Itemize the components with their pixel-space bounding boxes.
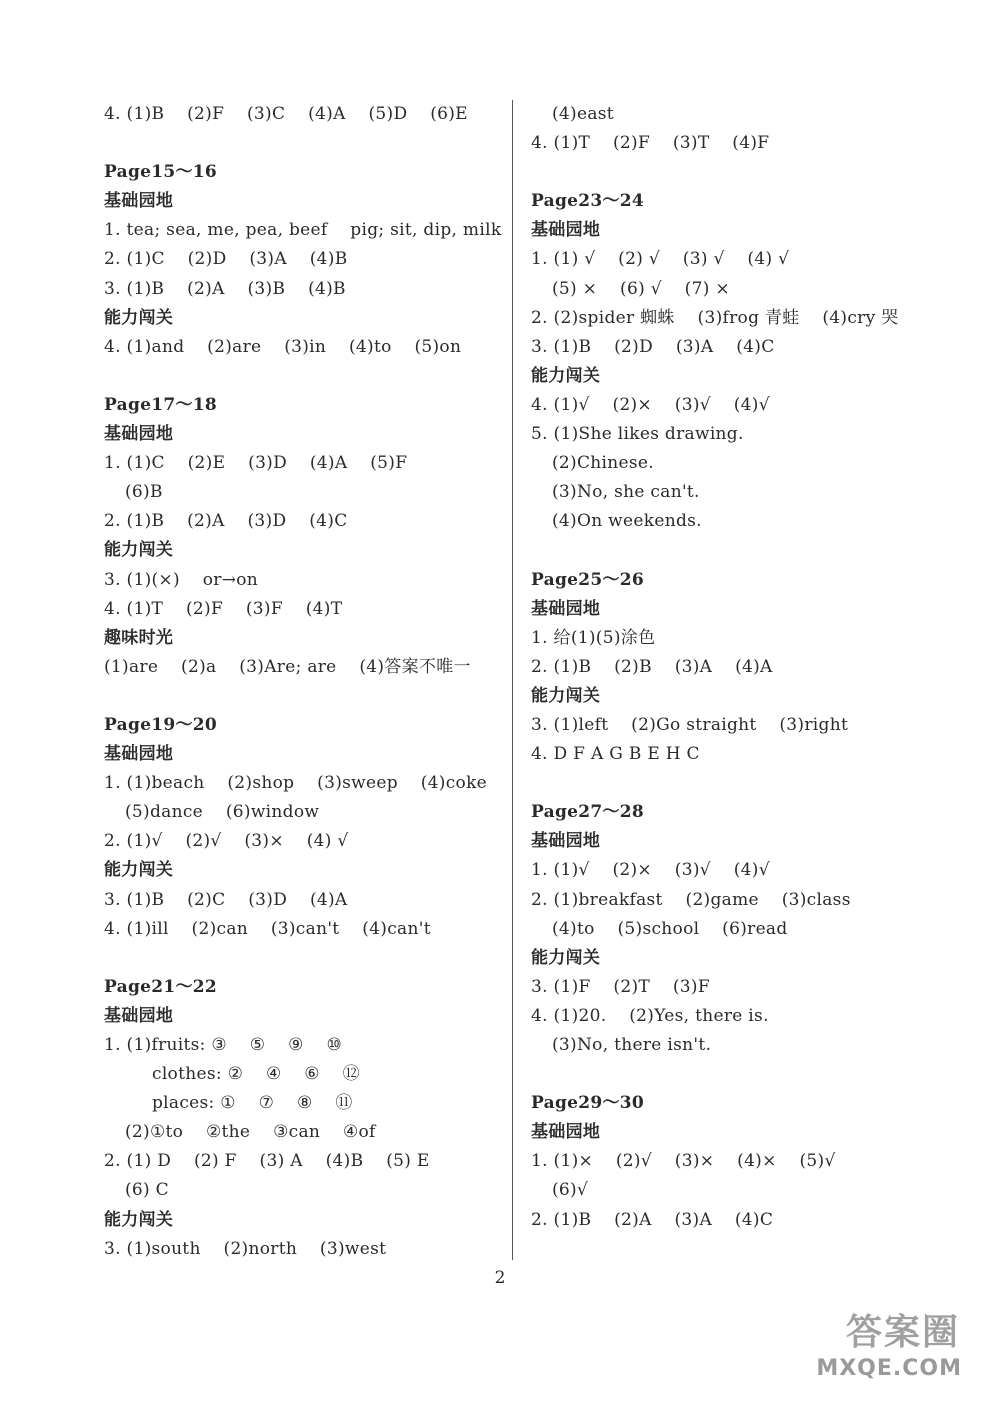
spacer (531, 1060, 931, 1089)
subsection-label: 能力闯关 (104, 860, 174, 881)
answer-line: 4. (1)T (2)F (3)F (4)T (104, 598, 343, 619)
spacer (104, 682, 499, 711)
subsection-label: 基础园地 (104, 424, 174, 445)
answer-line: 4. (1)ill (2)can (3)can't (4)can't (104, 918, 431, 939)
answer-line: 4. (1)and (2)are (3)in (4)to (5)on (104, 336, 462, 357)
answer-line: (1)are (2)a (3)Are; are (4)答案不唯一 (104, 656, 471, 677)
answer-line: 2. (1)√ (2)√ (3)× (4) √ (104, 831, 349, 852)
answer-line: 2. (1)B (2)B (3)A (4)A (531, 656, 773, 677)
spacer (531, 536, 931, 565)
answer-line: 2. (1)C (2)D (3)A (4)B (104, 249, 348, 270)
subsection-label: 基础园地 (531, 220, 601, 241)
answer-line: clothes: ② ④ ⑥ ⑫ (152, 1064, 360, 1085)
subsection-label: 能力闯关 (104, 307, 174, 328)
spacer (104, 362, 499, 391)
watermark-site: MXQE.COM (816, 1356, 962, 1381)
answer-line: 1. (1)× (2)√ (3)× (4)× (5)√ (531, 1151, 836, 1172)
section-heading: Page21～22 (104, 976, 218, 997)
subsection-label: 趣味时光 (104, 627, 174, 648)
answer-line: 4. (1)20. (2)Yes, there is. (531, 1005, 769, 1026)
answer-line: 3. (1)B (2)D (3)A (4)C (531, 336, 775, 357)
spacer (104, 129, 499, 158)
answer-line: 2. (1) D (2) F (3) A (4)B (5) E (104, 1151, 430, 1172)
page-number: 2 (494, 1268, 506, 1288)
answer-line: (5)dance (6)window (125, 802, 320, 823)
subsection-label: 能力闯关 (531, 365, 601, 386)
subsection-label: 能力闯关 (104, 540, 174, 561)
answer-line: (4)east (552, 104, 614, 124)
answer-line: (6)√ (552, 1180, 589, 1201)
section-heading: Page27～28 (531, 802, 645, 823)
answer-line: 2. (1)B (2)A (3)D (4)C (104, 511, 348, 532)
answer-line: 1. 给(1)(5)涂色 (531, 627, 656, 648)
answer-line: 5. (1)She likes drawing. (531, 424, 744, 445)
answer-line: 1. (1)√ (2)× (3)√ (4)√ (531, 860, 770, 881)
left-column (104, 100, 502, 1264)
answer-line: 3. (1)(×) or→on (104, 569, 259, 590)
subsection-label: 能力闯关 (104, 1209, 174, 1230)
answer-line: 2. (2)spider 蜘蛛 (3)frog 青蛙 (4)cry 哭 (531, 307, 899, 328)
answer-line: 4. (1)B (2)F (3)C (4)A (5)D (6)E (104, 104, 468, 124)
answer-line: (2)Chinese. (552, 453, 654, 474)
spacer (104, 944, 499, 973)
section-heading: Page15～16 (104, 162, 218, 183)
subsection-label: 能力闯关 (531, 685, 601, 706)
section-heading: Page23～24 (531, 191, 645, 212)
spacer (531, 158, 931, 187)
answer-line: 3. (1)B (2)C (3)D (4)A (104, 889, 348, 910)
watermark-logo: 答案圈 (845, 1312, 960, 1353)
answer-line: 4. (1)√ (2)× (3)√ (4)√ (531, 394, 770, 415)
subsection-label: 基础园地 (104, 191, 174, 212)
answer-line: 2. (1)B (2)A (3)A (4)C (531, 1209, 774, 1230)
answer-line: 1. (1)fruits: ③ ⑤ ⑨ ⑩ (104, 1035, 343, 1055)
answer-line: 2. (1)breakfast (2)game (3)class (531, 889, 851, 910)
answer-line: (6)B (125, 482, 163, 503)
answer-line: 1. (1)C (2)E (3)D (4)A (5)F (104, 453, 408, 474)
subsection-label: 基础园地 (104, 744, 174, 765)
spacer (531, 769, 931, 798)
column-divider (512, 100, 513, 1260)
answer-line: 1. (1) √ (2) √ (3) √ (4) √ (531, 249, 790, 270)
answer-line: (4)On weekends. (552, 511, 702, 532)
subsection-label: 能力闯关 (531, 947, 601, 968)
subsection-label: 基础园地 (531, 598, 601, 619)
answer-line: (4)to (5)school (6)read (552, 918, 788, 939)
answer-line: (3)No, she can't. (552, 482, 700, 503)
answer-line: 3. (1)south (2)north (3)west (104, 1238, 387, 1259)
section-heading: Page29～30 (531, 1093, 645, 1114)
watermark (816, 1311, 982, 1391)
answer-line: (3)No, there isn't. (552, 1035, 712, 1055)
answer-line: (2)①to ②the ③can ④of (125, 1122, 376, 1143)
answer-line: places: ① ⑦ ⑧ ⑪ (152, 1093, 353, 1114)
answer-line: 3. (1)left (2)Go straight (3)right (531, 714, 849, 735)
answer-line: 4. D F A G B E H C (531, 744, 700, 765)
answer-line: 3. (1)F (2)T (3)F (531, 976, 710, 997)
right-column (531, 100, 931, 1235)
subsection-label: 基础园地 (104, 1005, 174, 1026)
subsection-label: 基础园地 (531, 831, 601, 852)
answer-line: 4. (1)T (2)F (3)T (4)F (531, 133, 770, 154)
answer-line: 1. tea; sea, me, pea, beef pig; sit, dip, milk (104, 220, 502, 241)
answer-line: (5) × (6) √ (7) × (552, 278, 730, 299)
answer-line: 1. (1)beach (2)shop (3)sweep (4)coke (104, 773, 488, 794)
answer-line: (6) C (125, 1180, 169, 1201)
subsection-label: 基础园地 (531, 1122, 601, 1143)
section-heading: Page17～18 (104, 394, 218, 415)
answer-line: 3. (1)B (2)A (3)B (4)B (104, 278, 346, 299)
section-heading: Page19～20 (104, 714, 218, 735)
section-heading: Page25～26 (531, 569, 645, 590)
